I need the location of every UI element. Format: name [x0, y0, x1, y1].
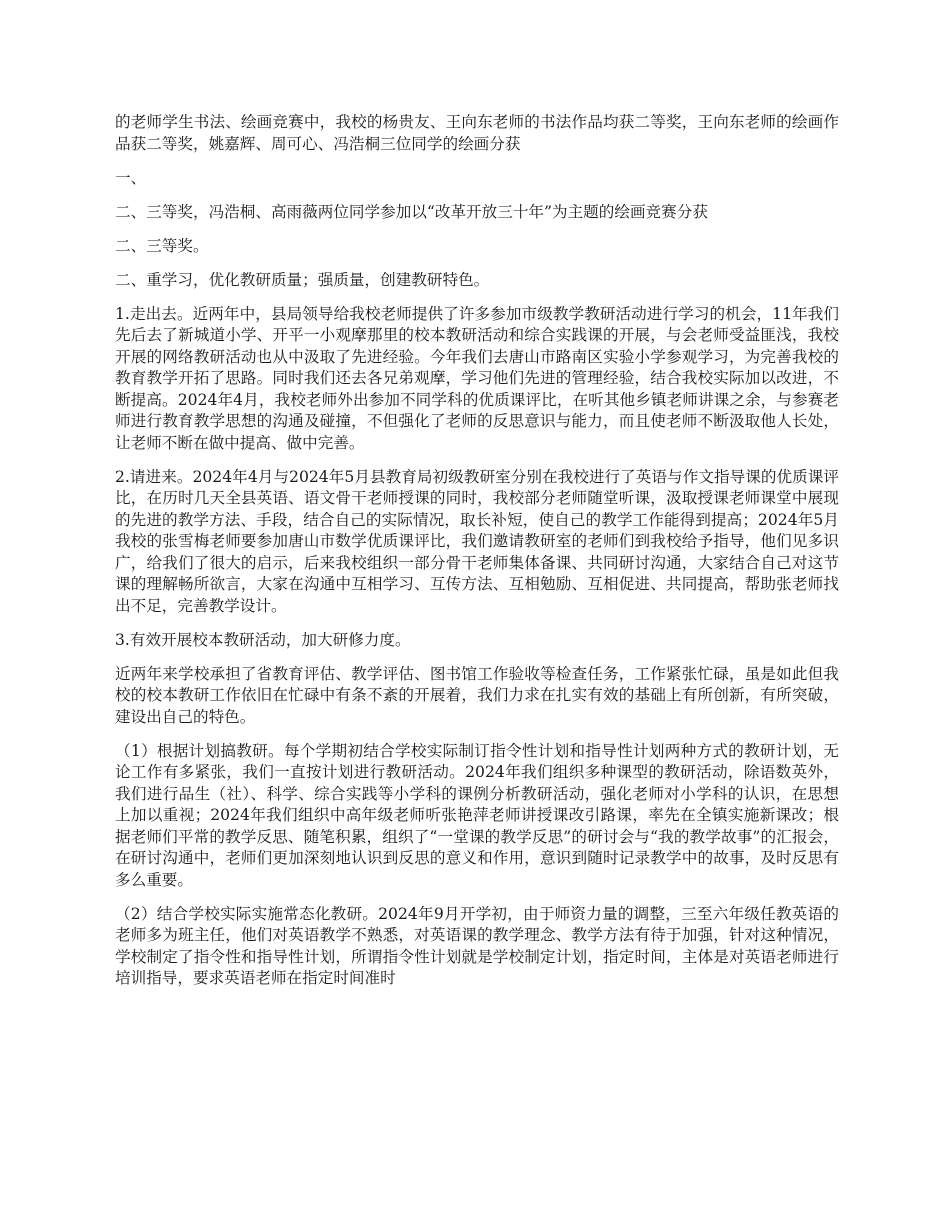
paragraph-invite-in: 2.请进来。2024年4月与2024年5月县教育局初级教研室分别在我校进行了英语与作文指导课的优质课评比，在历时几天全县英语、语文骨干老师授课的同时，我校部分老师随堂听课，汲取授课老师课堂中展现的先进的教学方法、手段，结合自己的实际情况，取长补短，使自己的教学工作能得到提高；2024年5月我校的张雪梅老师要参加唐山市数学优质课评比，我们邀请教研室的老师们到我校给予指导，他们见多识广，给我们了很大的启示，后来我校组织一部分骨干老师集体备课、共同研讨沟通，大家结合自己对这节课的理解畅所欲言，大家在沟通中互相学习、互传方法、互相勉励、互相促进、共同提高，帮助张老师找出不足，完善教学设计。: [115, 467, 839, 615]
paragraph-regular-research: （2）结合学校实际实施常态化教研。2024年9月开学初，由于师资力量的调整，三至六年级任教英语的老师多为班主任，他们对英语教学不熟悉，对英语课的教学理念、教学方法有待于加强，针对这种情况，学校制定了指令性和指导性计划，所谓指令性计划就是学校制定计划，指定时间，主体是对英语老师进行培训指导，要求英语老师在指定时间准时: [115, 904, 839, 987]
paragraph-award-results: 的老师学生书法、绘画竞赛中，我校的杨贵友、王向东老师的书法作品均获二等奖，王向东老师的绘画作品获二等奖，姚嘉辉、周可心、冯浩桐三位同学的绘画分获: [115, 113, 839, 153]
paragraph-award-second-third-end: 二、三等奖。: [115, 236, 209, 255]
paragraph-school-research-heading: 3.有效开展校本教研活动，加大研修力度。: [115, 630, 411, 649]
section-heading-study-quality: 二、重学习，优化教研质量；强质量，创建教研特色。: [115, 270, 490, 289]
paragraph-heading-one: 一、: [115, 168, 147, 187]
document-body: [115, 112, 839, 1002]
paragraph-award-second-third: 二、三等奖，冯浩桐、高雨薇两位同学参加以“改革开放三十年”为主题的绘画竞赛分获: [115, 202, 708, 221]
paragraph-recent-two-years: 近两年来学校承担了省教育评估、教学评估、图书馆工作验收等检查任务，工作紧张忙碌，虽是如此但我校的校本教研工作依旧在忙碌中有条不紊的开展着，我们力求在扎实有效的基础上有所创新，有所突破，建设出自己的特色。: [115, 664, 839, 726]
paragraph-plan-research: （1）根据计划搞教研。每个学期初结合学校实际制订指令性计划和指导性计划两种方式的教研计划，无论工作有多紧张，我们一直按计划进行教研活动。2024年我们组织多种课型的教研活动，除语数英外，我们进行品生（社）、科学、综合实践等小学科的课例分析教研活动，强化老师对小学科的认识，在思想上加以重视；2024年我们组织中高年级老师听张艳萍老师讲授课改引路课，率先在全镇实施新课改；根据老师们平常的教学反思、随笔积累，组织了“一堂课的教学反思”的研讨会与“我的教学故事”的汇报会，在研讨沟通中，老师们更加深刻地认识到反思的意义和作用，意识到随时记录教学中的故事，及时反思有多么重要。: [115, 741, 839, 889]
paragraph-go-out: 1.走出去。近两年中，县局领导给我校老师提供了许多参加市级教学教研活动进行学习的机会，11年我们先后去了新城道小学、开平一小观摩那里的校本教研活动和综合实践课的开展，与会老师受益匪浅，我校开展的网络教研活动也从中汲取了先进经验。今年我们去唐山市路南区实验小学参观学习，为完善我校的教育教学开拓了思路。同时我们还去各兄弟观摩，学习他们先进的管理经验，结合我校实际加以改进，不断提高。2024年4月，我校老师外出参加不同学科的优质课评比，在听其他乡镇老师讲课之余，与参赛老师进行教育教学思想的沟通及碰撞，不但强化了老师的反思意识与能力，而且使老师不断汲取他人长处，让老师不断在做中提高、做中完善。: [115, 304, 839, 452]
